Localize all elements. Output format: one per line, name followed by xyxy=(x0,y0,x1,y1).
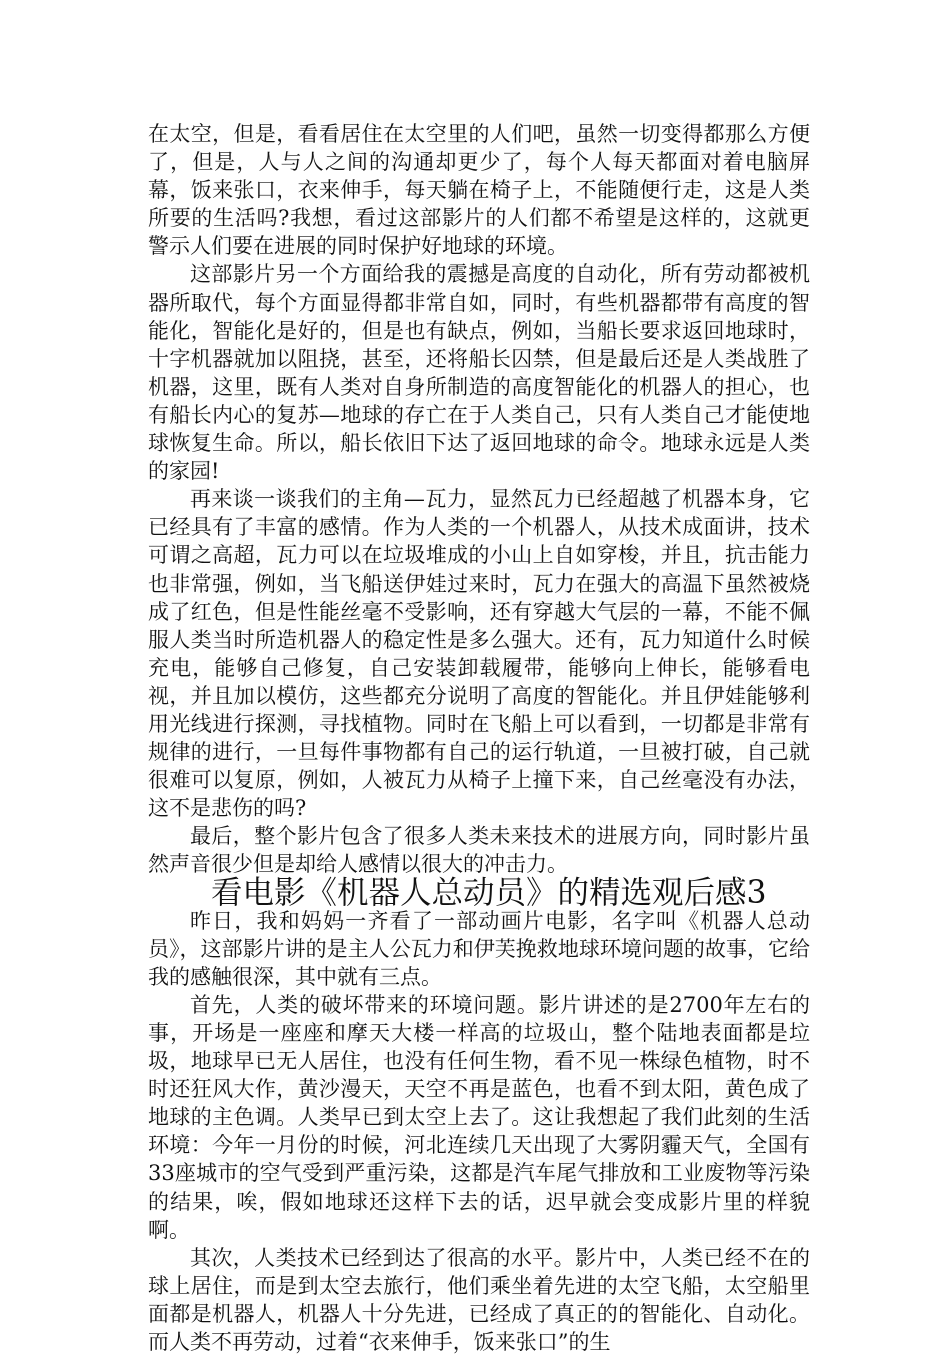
document-page xyxy=(148,120,810,1356)
paragraph-environment: 首先，人类的破坏带来的环境问题。影片讲述的是2700年左右的事，开场是一座座和摩天大楼一样高的垃圾山，整个陆地表面都是垃圾，地球早已无人居住，也没有任何生物，看不见一株绿色植物，时不时还狂风大作，黄沙漫天，天空不再是蓝色，也看不到太阳，黄色成了地球的主色调。人类早已到太空上去了。这让我想起了我们此刻的生活环境：今年一月份的时候，河北连续几天出现了大雾阴霾天气，全国有33座城市的空气受到严重污染，这都是汽车尾气排放和工业废物等污染的结果，唉，假如地球还这样下去的话，迟早就会变成影片里的样貌啊。 xyxy=(148,992,810,1242)
paragraph-wall-e: 再来谈一谈我们的主角—瓦力，显然瓦力已经超越了机器本身，它已经具有了丰富的感情。作为人类的一个机器人，从技术成面讲，技术可谓之高超，瓦力可以在垃圾堆成的小山上自如穿梭，并且，抗击能力也非常强，例如，当飞船送伊娃过来时，瓦力在强大的高温下虽然被烧成了红色，但是性能丝毫不受影响，还有穿越大气层的一幕，不能不佩服人类当时所造机器人的稳定性是多么强大。还有，瓦力知道什么时候充电，能够自己修复，自己安装卸载履带，能够向上伸长，能够看电视，并且加以模仿，这些都充分说明了高度的智能化。并且伊娃能够利用光线进行探测，寻找植物。同时在飞船上可以看到，一切都是非常有规律的进行，一旦每件事物都有自己的运行轨道，一旦被打破，自己就很难可以复原，例如，人被瓦力从椅子上撞下来，自己丝毫没有办法，这不是悲伤的吗? xyxy=(148,487,810,821)
paragraph-intro: 昨日，我和妈妈一齐看了一部动画片电影，名字叫《机器人总动员》，这部影片讲的是主人公瓦力和伊芙挽救地球环境问题的故事，它给我的感触很深，其中就有三点。 xyxy=(148,908,810,989)
paragraph-continuation: 在太空，但是，看看居住在太空里的人们吧，虽然一切变得都那么方便了，但是，人与人之间的沟通却更少了，每个人每天都面对着电脑屏幕，饭来张口，衣来伸手，每天躺在椅子上，不能随便行走，这是人类所要的生活吗?我想，看过这部影片的人们都不希望是这样的，这就更警示人们要在进展的同时保护好地球的环境。 xyxy=(148,122,810,259)
section-title: 看电影《机器人总动员》的精选观后感3 xyxy=(211,874,767,911)
paragraph-automation: 这部影片另一个方面给我的震撼是高度的自动化，所有劳动都被机器所取代，每个方面显得都非常自如，同时，有些机器都带有高度的智能化，智能化是好的，但是也有缺点，例如，当船长要求返回地球时，十字机器就加以阻挠，甚至，还将船长囚禁，但是最后还是人类战胜了机器，这里，既有人类对自身所制造的高度智能化的机器人的担心，也有船长内心的复苏—地球的存亡在于人类自己，只有人类自己才能使地球恢复生命。所以，船长依旧下达了返回地球的命令。地球永远是人类的家园! xyxy=(148,262,810,484)
paragraph-conclusion: 最后，整个影片包含了很多人类未来技术的进展方向，同时影片虽然声音很少但是却给人感情以很大的冲击力。 xyxy=(148,824,810,877)
paragraph-technology: 其次，人类技术已经到达了很高的水平。影片中，人类已经不在的球上居住，而是到太空去旅行，他们乘坐着先进的太空飞船，太空船里面都是机器人，机器人十分先进，已经成了真正的的智能化、自动化。而人类不再劳动，过着“衣来伸手，饭来张口”的生 xyxy=(148,1245,810,1355)
